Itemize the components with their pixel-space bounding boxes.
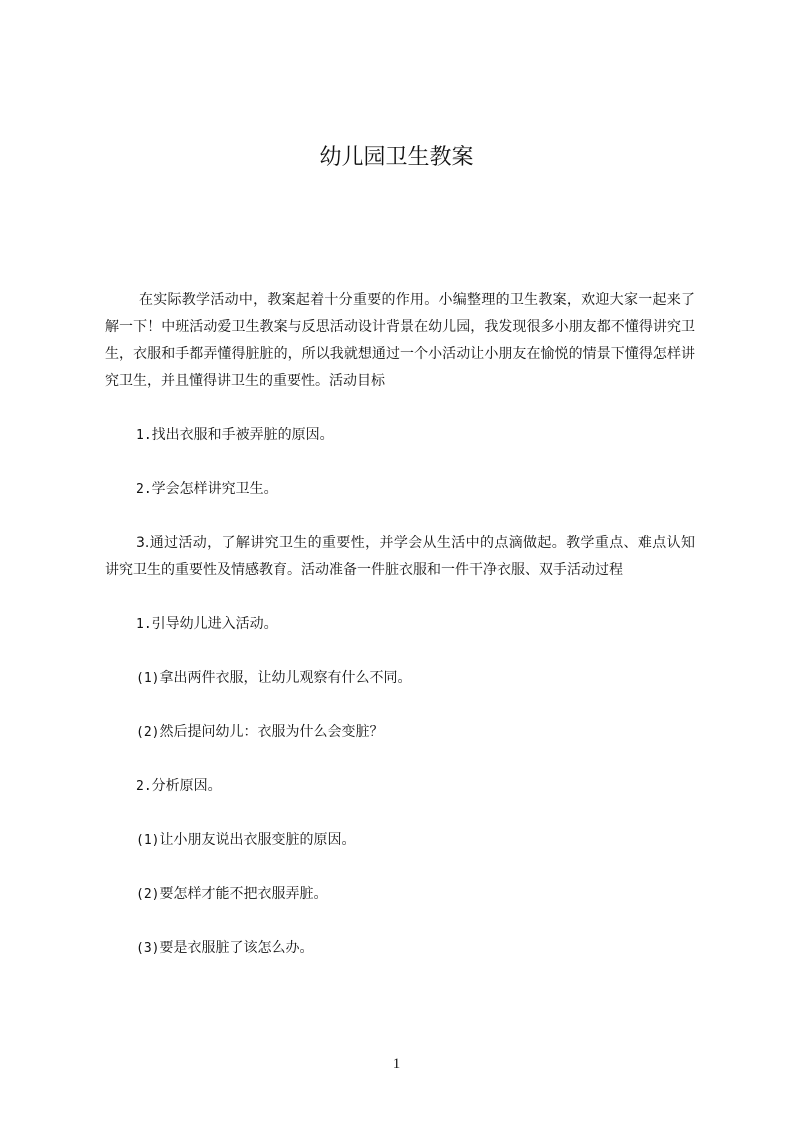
process-item: [105, 881, 695, 908]
process-text: 要怎样才能不把衣服弄脏。: [159, 886, 328, 902]
document-body: [105, 287, 695, 989]
process-text: 然后提问幼儿：衣服为什么会变脏？: [159, 724, 384, 740]
process-text: 引导幼儿进入活动。: [151, 616, 278, 632]
process-item: [105, 611, 695, 638]
process-item: [105, 665, 695, 692]
goal-text: 找出衣服和手被弄脏的原因。: [151, 427, 334, 443]
process-text: 要是衣服脏了该怎么办。: [159, 940, 314, 956]
process-text: 分析原因。: [151, 778, 222, 794]
process-number: (3): [136, 941, 160, 956]
process-number: (1): [136, 671, 160, 686]
goal-number: 1.: [136, 428, 152, 443]
process-item: [105, 773, 695, 800]
process-item: [105, 719, 695, 746]
process-number: (2): [136, 725, 160, 740]
process-number: (1): [136, 833, 160, 848]
page-number: 1: [392, 1056, 401, 1072]
goal-item: [105, 476, 695, 503]
document-title: 幼儿园卫生教案: [319, 145, 474, 170]
process-item: [105, 827, 695, 854]
goal-text: 学会怎样讲究卫生。: [151, 481, 278, 497]
process-number: 2.: [136, 779, 152, 794]
process-item: [105, 935, 695, 962]
process-text: 让小朋友说出衣服变脏的原因。: [159, 832, 356, 848]
process-number: 1.: [136, 617, 152, 632]
process-number: (2): [136, 887, 160, 902]
goal-item: [105, 422, 695, 449]
goal-3-paragraph: 3.通过活动，了解讲究卫生的重要性，并学会从生活中的点滴做起。教学重点、难点认知讲究卫生的重要性及情感教育。活动准备一件脏衣服和一件干净衣服、双手活动过程: [105, 535, 695, 578]
process-text: 拿出两件衣服，让幼儿观察有什么不同。: [159, 670, 412, 686]
intro-paragraph: 在实际教学活动中，教案起着十分重要的作用。小编整理的卫生教案，欢迎大家一起来了解一下！中班活动爱卫生教案与反思活动设计背景在幼儿园，我发现很多小朋友都不懂得讲究卫生，衣服和手都弄懂得脏脏的，所以我就想通过一个小活动让小朋友在愉悦的情景下懂得怎样讲究卫生，并且懂得讲卫生的重要性。活动目标: [105, 292, 695, 389]
goal-number: 2.: [136, 482, 152, 497]
